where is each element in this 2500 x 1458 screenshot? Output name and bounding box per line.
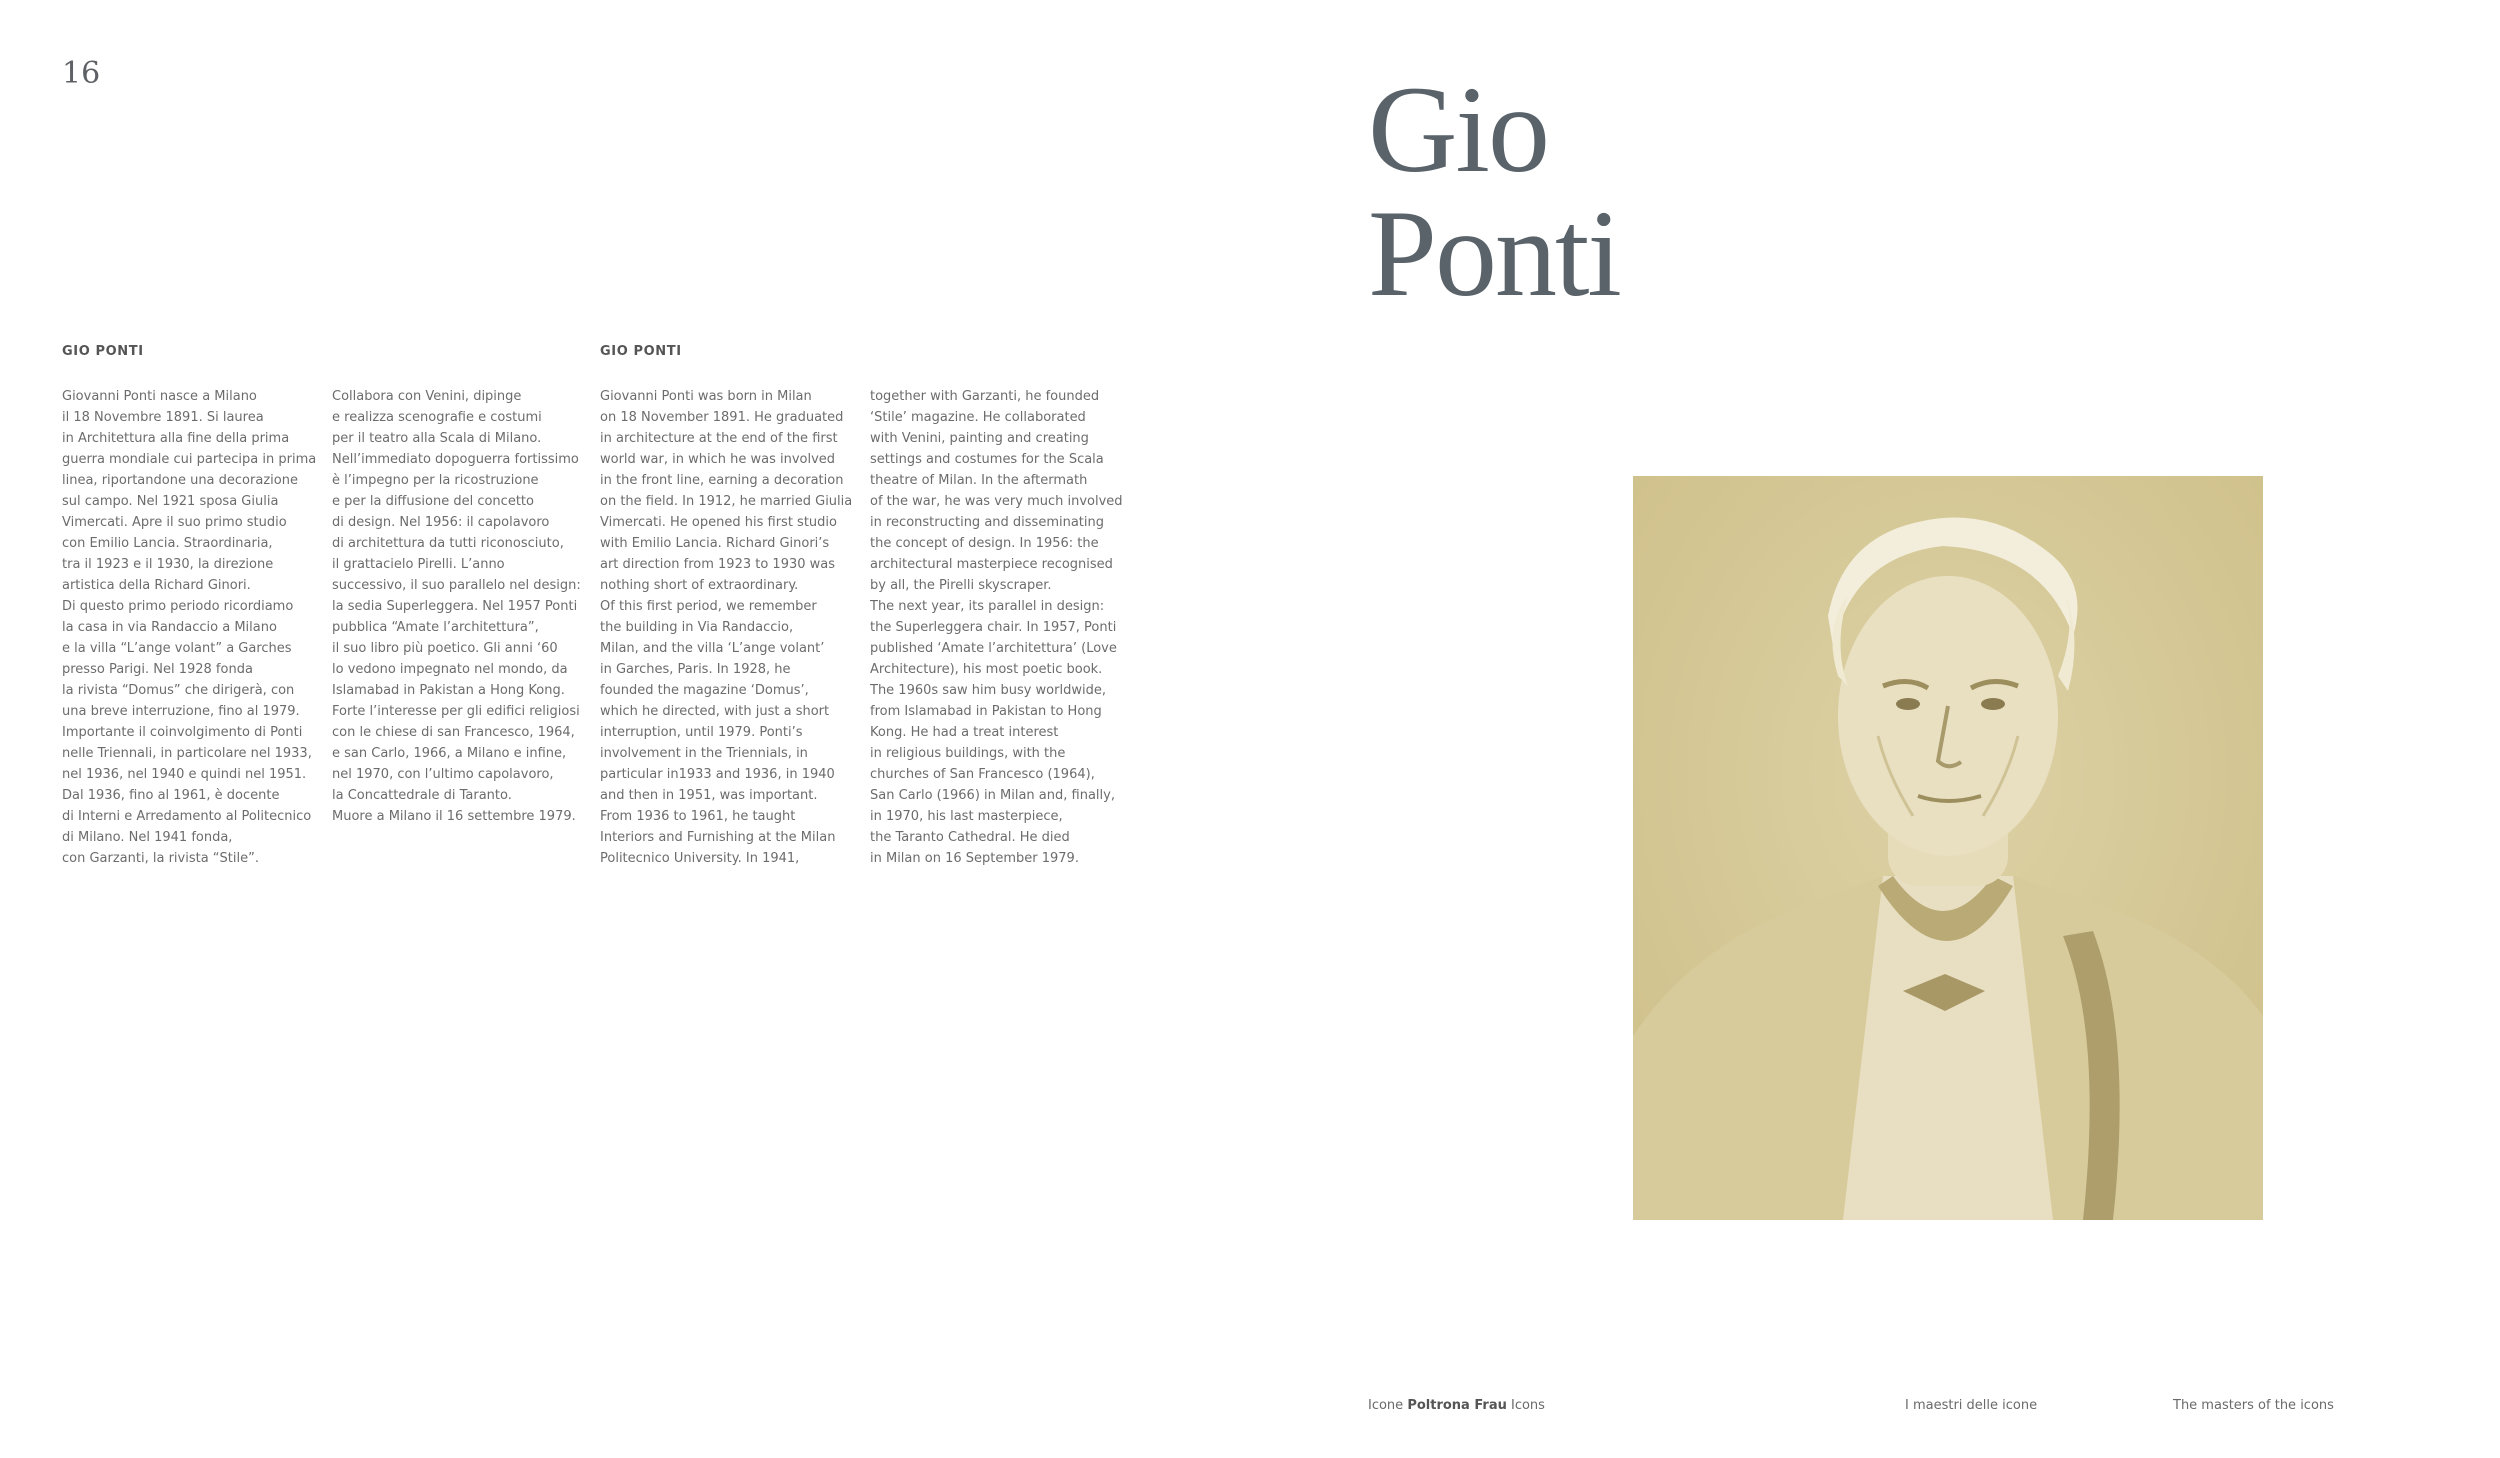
italian-column-1 (62, 386, 324, 869)
text-line: lo vedono impegnato nel mondo, da (332, 662, 568, 677)
title-line-2: Ponti (1368, 185, 1620, 322)
text-line: world war, in which he was involved (600, 452, 836, 467)
text-line: nel 1936, nel 1940 e quindi nel 1951. (62, 767, 307, 782)
footer-suffix: Icons (1510, 1398, 1545, 1413)
text-line: nothing short of extraordinary. (600, 578, 799, 593)
portrait-photo (1633, 476, 2263, 1220)
text-line: Of this first period, we remember (600, 599, 817, 614)
text-line: San Carlo (1966) in Milan and, finally, (870, 788, 1115, 803)
text-line: the concept of design. In 1956: the (870, 536, 1099, 551)
text-line: pubblica “Amate l’architettura”, (332, 620, 539, 635)
text-line: di design. Nel 1956: il capolavoro (332, 515, 550, 530)
text-line: the Taranto Cathedral. He died (870, 830, 1070, 845)
page-number: 16 (62, 56, 101, 91)
text-line: e per la diffusione del concetto (332, 494, 534, 509)
text-line: interruption, until 1979. Ponti’s (600, 725, 803, 740)
footer-section-english: The masters of the icons (2173, 1398, 2334, 1413)
text-line: e realizza scenografie e costumi (332, 410, 542, 425)
text-line: on 18 November 1891. He graduated (600, 410, 844, 425)
text-line: published ‘Amate l’architettura’ (Love (870, 641, 1117, 656)
text-line: Milan, and the villa ‘L’ange volant’ (600, 641, 825, 656)
text-line: sul campo. Nel 1921 sposa Giulia (62, 494, 279, 509)
footer-section-italian: I maestri delle icone (1905, 1398, 2038, 1413)
text-line: The 1960s saw him busy worldwide, (870, 683, 1106, 698)
text-line: founded the magazine ‘Domus’, (600, 683, 809, 698)
text-line: di architettura da tutti riconosciuto, (332, 536, 564, 551)
text-line: Vimercati. Apre il suo primo studio (62, 515, 287, 530)
text-line: the Superleggera chair. In 1957, Ponti (870, 620, 1117, 635)
text-line: of the war, he was very much involved (870, 494, 1123, 509)
english-column-2 (870, 386, 1132, 869)
portrait-illustration (1633, 476, 2263, 1220)
text-line: together with Garzanti, he founded (870, 389, 1100, 404)
text-line: di Interni e Arredamento al Politecnico (62, 809, 312, 824)
text-line: Interiors and Furnishing at the Milan (600, 830, 836, 845)
text-line: Islamabad in Pakistan a Hong Kong. (332, 683, 565, 698)
text-line: with Venini, painting and creating (870, 431, 1089, 446)
text-line: in the front line, earning a decoration (600, 473, 844, 488)
text-line: e san Carlo, 1966, a Milano e infine, (332, 746, 567, 761)
text-line: The next year, its parallel in design: (870, 599, 1105, 614)
text-line: theatre of Milan. In the aftermath (870, 473, 1088, 488)
italian-column-2 (332, 386, 594, 827)
text-line: Architecture), his most poetic book. (870, 662, 1103, 677)
text-line: in architecture at the end of the first (600, 431, 838, 446)
text-line: con le chiese di san Francesco, 1964, (332, 725, 575, 740)
text-line: in 1970, his last masterpiece, (870, 809, 1063, 824)
text-line: guerra mondiale cui partecipa in prima (62, 452, 317, 467)
text-line: la rivista “Domus” che dirigerà, con (62, 683, 295, 698)
text-line: successivo, il suo parallelo nel design: (332, 578, 581, 593)
text-line: in Milan on 16 September 1979. (870, 851, 1079, 866)
text-line: la casa in via Randaccio a Milano (62, 620, 277, 635)
text-line: with Emilio Lancia. Richard Ginori’s (600, 536, 830, 551)
text-line: il suo libro più poetico. Gli anni ‘60 (332, 641, 558, 656)
text-line: di Milano. Nel 1941 fonda, (62, 830, 233, 845)
footer-prefix: Icone (1368, 1398, 1404, 1413)
text-line: per il teatro alla Scala di Milano. (332, 431, 542, 446)
page-title (1368, 61, 1620, 322)
text-line: involvement in the Triennials, in (600, 746, 808, 761)
text-line: in religious buildings, with the (870, 746, 1066, 761)
text-line: Collabora con Venini, dipinge (332, 389, 522, 404)
text-line: ‘Stile’ magazine. He collaborated (870, 410, 1086, 425)
text-line: Muore a Milano il 16 settembre 1979. (332, 809, 576, 824)
text-line: and then in 1951, was important. (600, 788, 818, 803)
text-line: art direction from 1923 to 1930 was (600, 557, 836, 572)
text-line: artistica della Richard Ginori. (62, 578, 251, 593)
text-line: presso Parigi. Nel 1928 fonda (62, 662, 253, 677)
text-line: con Emilio Lancia. Straordinaria, (62, 536, 273, 551)
text-line: Kong. He had a treat interest (870, 725, 1059, 740)
text-line: la sedia Superleggera. Nel 1957 Ponti (332, 599, 578, 614)
text-line: by all, the Pirelli skyscraper. (870, 578, 1052, 593)
text-line: churches of San Francesco (1964), (870, 767, 1095, 782)
text-line: Nell’immediato dopoguerra fortissimo (332, 452, 579, 467)
text-line: From 1936 to 1961, he taught (600, 809, 796, 824)
text-line: from Islamabad in Pakistan to Hong (870, 704, 1102, 719)
text-line: in Garches, Paris. In 1928, he (600, 662, 791, 677)
text-line: Forte l’interesse per gli edifici religiosi (332, 704, 580, 719)
text-line: una breve interruzione, fino al 1979. (62, 704, 300, 719)
text-line: Vimercati. He opened his first studio (600, 515, 837, 530)
text-line: architectural masterpiece recognised (870, 557, 1113, 572)
text-line: Dal 1936, fino al 1961, è docente (62, 788, 280, 803)
text-line: settings and costumes for the Scala (870, 452, 1104, 467)
text-line: Importante il coinvolgimento di Ponti (62, 725, 303, 740)
text-line: nelle Triennali, in particolare nel 1933, (62, 746, 312, 761)
footer-brand: Poltrona Frau (1407, 1398, 1507, 1413)
footer-publication (1368, 1398, 1545, 1413)
text-line: the building in Via Randaccio, (600, 620, 794, 635)
text-line: on the field. In 1912, he married Giulia (600, 494, 853, 509)
title-line-1: Gio (1368, 61, 1548, 198)
text-line: è l’impegno per la ricostruzione (332, 473, 539, 488)
text-line: Di questo primo periodo ricordiamo (62, 599, 294, 614)
text-line: which he directed, with just a short (600, 704, 830, 719)
text-line: la Concattedrale di Taranto. (332, 788, 512, 803)
text-line: particular in1933 and 1936, in 1940 (600, 767, 835, 782)
text-line: nel 1970, con l’ultimo capolavoro, (332, 767, 554, 782)
english-column-1 (600, 386, 862, 869)
text-line: con Garzanti, la rivista “Stile”. (62, 851, 259, 866)
text-line: il 18 Novembre 1891. Si laurea (62, 410, 264, 425)
text-line: in Architettura alla fine della prima (62, 431, 290, 446)
italian-heading: GIO PONTI (62, 344, 144, 359)
text-line: tra il 1923 e il 1930, la direzione (62, 557, 274, 572)
text-line: linea, riportandone una decorazione (62, 473, 298, 488)
text-line: Giovanni Ponti was born in Milan (600, 389, 812, 404)
text-line: il grattacielo Pirelli. L’anno (332, 557, 505, 572)
text-line: e la villa “L’ange volant” a Garches (62, 641, 292, 656)
text-line: Politecnico University. In 1941, (600, 851, 800, 866)
text-line: Giovanni Ponti nasce a Milano (62, 389, 257, 404)
text-line: in reconstructing and disseminating (870, 515, 1104, 530)
english-heading: GIO PONTI (600, 344, 682, 359)
